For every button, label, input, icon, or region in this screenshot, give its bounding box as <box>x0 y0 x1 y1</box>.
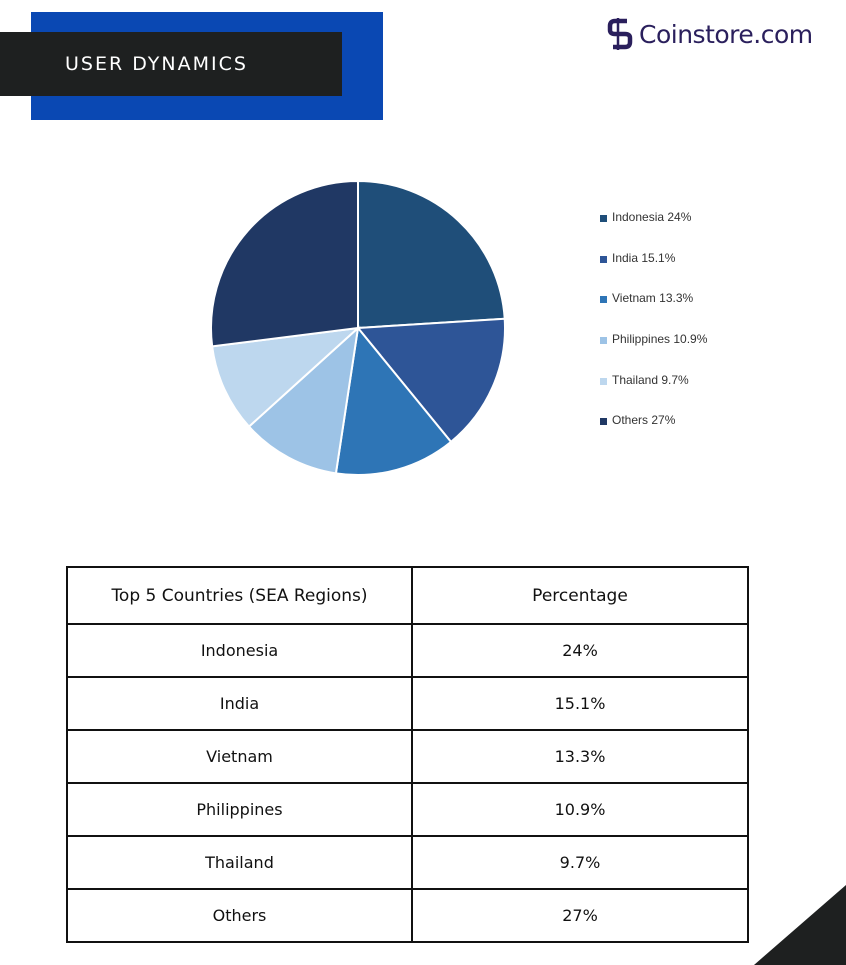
legend-swatch <box>600 418 607 425</box>
table-cell-country: Philippines <box>67 783 412 836</box>
legend-item-india <box>600 251 707 292</box>
table-cell-percentage: 27% <box>412 889 748 942</box>
table-row <box>67 730 748 783</box>
pie-slice-others <box>211 181 358 346</box>
page-title: USER DYNAMICS <box>65 53 248 75</box>
table-cell-percentage: 10.9% <box>412 783 748 836</box>
table-cell-percentage: 24% <box>412 624 748 677</box>
corner-decoration <box>754 885 846 965</box>
table-cell-country: Thailand <box>67 836 412 889</box>
table-cell-country: India <box>67 677 412 730</box>
countries-table <box>66 566 749 943</box>
legend-item-others <box>600 413 707 454</box>
table-row <box>67 783 748 836</box>
table-row <box>67 836 748 889</box>
table-cell-percentage: 15.1% <box>412 677 748 730</box>
legend-label: Thailand 9.7% <box>612 372 689 387</box>
legend-item-vietnam <box>600 291 707 332</box>
legend-label: India 15.1% <box>612 250 676 265</box>
table-cell-percentage: 9.7% <box>412 836 748 889</box>
legend-swatch <box>600 256 607 263</box>
table-row <box>67 677 748 730</box>
legend-item-philippines <box>600 332 707 373</box>
legend-label: Vietnam 13.3% <box>612 291 694 306</box>
table-cell-country: Others <box>67 889 412 942</box>
table-header-row <box>67 567 748 624</box>
legend-swatch <box>600 296 607 303</box>
legend-swatch <box>600 378 607 385</box>
legend-label: Philippines 10.9% <box>612 332 708 347</box>
legend-item-thailand <box>600 373 707 414</box>
legend-item-indonesia <box>600 210 707 251</box>
table-header-cell: Top 5 Countries (SEA Regions) <box>67 567 412 624</box>
table-cell-percentage: 13.3% <box>412 730 748 783</box>
legend-swatch <box>600 337 607 344</box>
table-row <box>67 889 748 942</box>
chart-legend <box>600 210 707 454</box>
table-cell-country: Vietnam <box>67 730 412 783</box>
logo-text: Coinstore.com <box>639 19 813 49</box>
pie-slice-indonesia <box>358 181 505 328</box>
table-row <box>67 624 748 677</box>
legend-label: Indonesia 24% <box>612 210 692 224</box>
table-cell-country: Indonesia <box>67 624 412 677</box>
legend-swatch <box>600 215 607 222</box>
table-header-cell: Percentage <box>412 567 748 624</box>
legend-label: Others 27% <box>612 413 676 428</box>
